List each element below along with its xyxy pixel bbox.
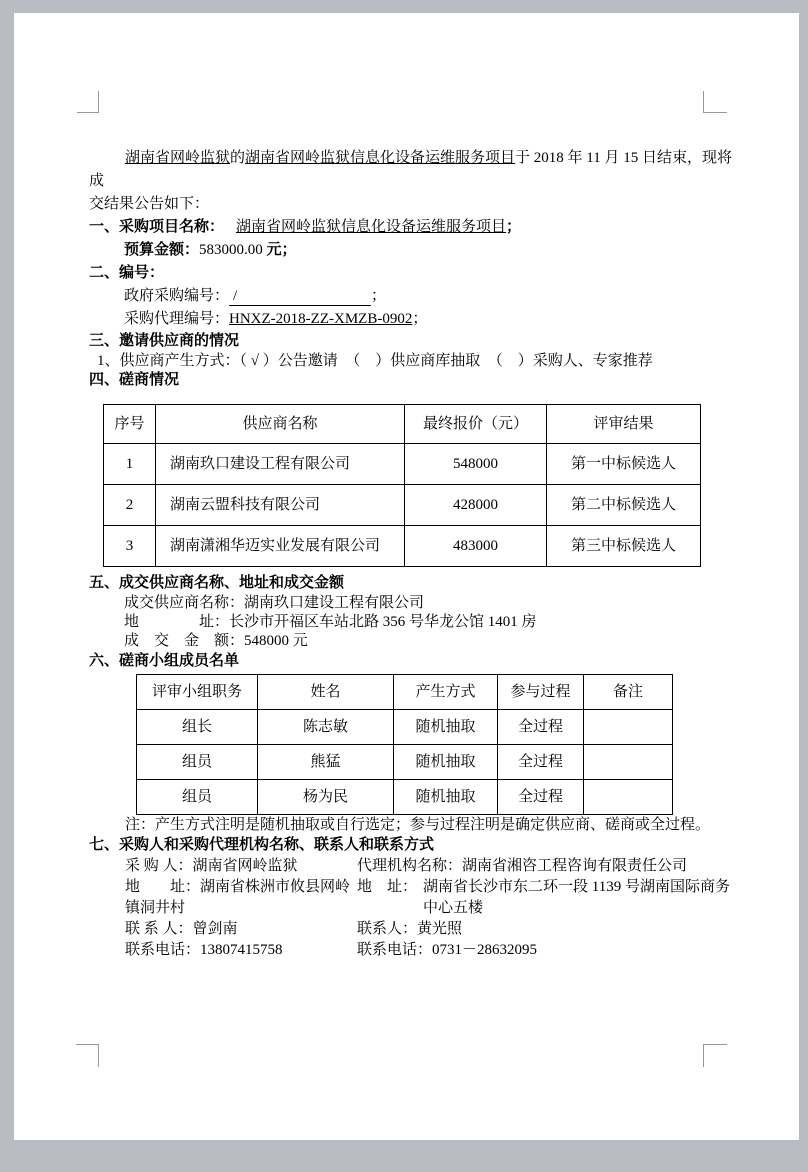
buyer-address-line: 地 址：湖南省株洲市攸县网岭镇洞井村 (125, 879, 351, 916)
table-cell: 湖南潇湘华迈实业发展有限公司 (156, 526, 405, 567)
intro-date-text: 于 2018 年 11 月 15 日结束，现将成 (89, 150, 732, 189)
negotiation-results-table (103, 404, 701, 567)
winner-amount-line: 成 交 金 额：548000 元 (124, 633, 308, 649)
agency-number-tail: ； (412, 311, 428, 327)
table-cell: 548000 (405, 444, 547, 485)
table-cell: 2 (104, 485, 156, 526)
table-row (104, 444, 701, 485)
table-header-cell: 姓名 (258, 675, 394, 710)
table-header-row (137, 675, 673, 710)
agency-address-label: 地 址： (357, 879, 418, 895)
table-cell: 428000 (405, 485, 547, 526)
winner-address-line: 地 址：长沙市开福区车站北路 356 号华龙公馆 1401 房 (124, 614, 537, 630)
section-1-line (89, 216, 734, 239)
agency-contact-line: 联系人：黄光照 (357, 921, 463, 937)
margin-crop-mark-top-left (77, 91, 99, 113)
table-cell: 第三中标候选人 (547, 526, 701, 567)
table-cell (584, 710, 673, 745)
section-7-heading: 七、采购人和采购代理机构名称、联系人和联系方式 (89, 837, 435, 853)
gov-number-label: 政府采购编号： (124, 288, 230, 304)
budget-label: 预算金额： (124, 242, 200, 258)
table-cell: 3 (104, 526, 156, 567)
table-header-cell: 序号 (104, 405, 156, 444)
gov-number-tail: ； (371, 288, 387, 304)
section-1-project-name: 湖南省网岭监狱信息化设备运维服务项目 (236, 219, 507, 235)
table-row (137, 745, 673, 780)
table-cell: 第一中标候选人 (547, 444, 701, 485)
table-cell: 全过程 (498, 780, 584, 815)
table-cell: 第二中标候选人 (547, 485, 701, 526)
table-header-cell: 参与过程 (498, 675, 584, 710)
table-cell: 全过程 (498, 710, 584, 745)
table-header-cell: 最终报价（元） (405, 405, 547, 444)
budget-line (124, 239, 734, 262)
gov-number-line (124, 285, 734, 308)
table-cell: 483000 (405, 526, 547, 567)
section-3-heading: 三、邀请供应商的情况 (89, 333, 240, 349)
buyer-name-underlined: 湖南省网岭监狱 (125, 150, 231, 166)
section-4-heading: 四、磋商情况 (89, 372, 180, 388)
gov-number-blank (229, 288, 371, 306)
table-header-cell: 评审小组职务 (137, 675, 258, 710)
table-cell: 随机抽取 (394, 780, 498, 815)
margin-crop-mark-bottom-left (76, 1044, 99, 1067)
table-row (137, 780, 673, 815)
intro-paragraph-line2: 交结果公告如下： (89, 196, 210, 212)
agency-name-line: 代理机构名称：湖南省湘咨工程咨询有限责任公司 (357, 858, 688, 874)
table-cell (584, 780, 673, 815)
table-header-cell: 供应商名称 (156, 405, 405, 444)
agency-phone-line: 联系电话：0731－28632095 (357, 942, 538, 958)
budget-value: 583000.00 (199, 242, 263, 258)
table-cell: 陈志敏 (258, 710, 394, 745)
intro-text: 的 (230, 150, 246, 166)
table-header-cell: 评审结果 (547, 405, 701, 444)
table-row (104, 485, 701, 526)
panel-members-table (136, 674, 673, 815)
buyer-contact-line: 联 系 人：曾剑南 (125, 921, 238, 937)
section-5-heading: 五、成交供应商名称、地址和成交金额 (89, 575, 345, 591)
table-note: 注：产生方式注明是随机抽取或自行选定；参与过程注明是确定供应商、磋商或全过程。 (125, 817, 711, 833)
table-cell: 湖南玖口建设工程有限公司 (156, 444, 405, 485)
agency-number-label: 采购代理编号： (124, 311, 230, 327)
budget-unit: 元； (266, 242, 297, 258)
agency-number-line (124, 308, 734, 331)
margin-crop-mark-top-right (703, 91, 727, 113)
table-cell: 组员 (137, 745, 258, 780)
intro-paragraph-line1 (89, 147, 734, 193)
table-header-cell: 产生方式 (394, 675, 498, 710)
project-name-underlined: 湖南省网岭监狱信息化设备运维服务项目 (245, 150, 516, 166)
gov-number-value: / (233, 288, 238, 304)
table-row (104, 526, 701, 567)
table-row (137, 710, 673, 745)
section-1-heading: 一、采购项目名称： (89, 219, 225, 235)
agency-address-value: 湖南省长沙市东二环一段 1139 号湖南国际商务中心五楼 (423, 879, 730, 916)
document-page (14, 13, 799, 1140)
table-cell: 熊猛 (258, 745, 394, 780)
buyer-phone-line: 联系电话：13807415758 (125, 942, 283, 958)
margin-crop-mark-bottom-right (703, 1044, 727, 1067)
agency-address-line (357, 877, 734, 919)
section-1-semicolon: ； (506, 219, 522, 235)
table-cell: 随机抽取 (394, 745, 498, 780)
table-cell: 杨为民 (258, 780, 394, 815)
table-header-cell: 备注 (584, 675, 673, 710)
table-cell: 随机抽取 (394, 710, 498, 745)
table-cell: 1 (104, 444, 156, 485)
table-header-row (104, 405, 701, 444)
winner-name-line: 成交供应商名称：湖南玖口建设工程有限公司 (124, 595, 425, 611)
table-cell: 组长 (137, 710, 258, 745)
table-cell: 组员 (137, 780, 258, 815)
table-cell: 湖南云盟科技有限公司 (156, 485, 405, 526)
contacts-block (89, 856, 734, 961)
supplier-source-line: 1、供应商产生方式：（ √ ）公告邀请 （ ）供应商库抽取 （ ）采购人、专家推荐 (97, 353, 653, 369)
table-cell (584, 745, 673, 780)
buyer-line: 采 购 人：湖南省网岭监狱 (125, 858, 298, 874)
document-content (89, 147, 734, 961)
agency-number-value: HNXZ-2018-ZZ-XMZB-0902 (229, 311, 413, 327)
section-2-heading: 二、编号： (89, 265, 165, 281)
table-cell: 全过程 (498, 745, 584, 780)
section-6-heading: 六、磋商小组成员名单 (89, 653, 240, 669)
